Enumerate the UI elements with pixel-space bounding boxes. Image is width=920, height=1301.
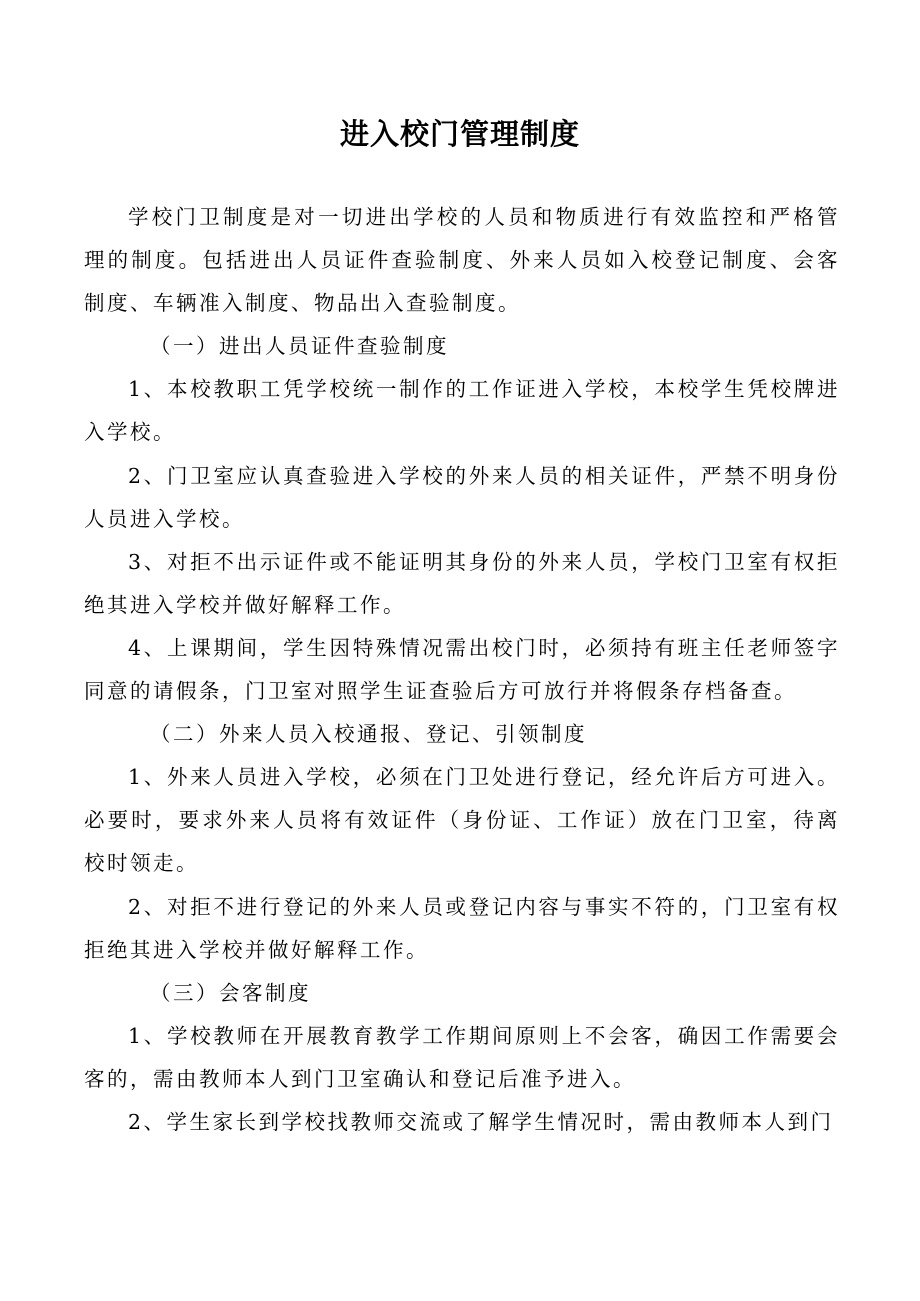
section-3-item-2: 2、学生家长到学校找教师交流或了解学生情况时，需由教师本人到门 [128,1109,834,1134]
section-3-item-1: 1、学校教师在开展教育教学工作期间原则上不会客，确因工作需要会客的，需由教师本人到门卫室确认和登记后准予进入。 [84,1023,840,1091]
section-1-item-1: 1、本校教职工凭学校统一制作的工作证进入学校，本校学生凭校牌进入学校。 [84,377,840,445]
section-heading-3: （三）会客制度 [150,980,311,1005]
section-2-item-1: 1、外来人员进入学校，必须在门卫处进行登记，经允许后方可进入。必要时，要求外来人员将有效证件（身份证、工作证）放在门卫室，待离校时领走。 [84,765,840,876]
section-heading-2: （二）外来人员入校通报、登记、引领制度 [150,722,587,747]
document-body [84,196,840,1144]
section-1-item-4: 4、上课期间，学生因特殊情况需出校门时，必须持有班主任老师签字同意的请假条，门卫室对照学生证查验后方可放行并将假条存档备查。 [84,635,840,704]
section-1-item-3: 3、对拒不出示证件或不能证明其身份的外来人员，学校门卫室有权拒绝其进入学校并做好解释工作。 [84,549,840,617]
document-title: 进入校门管理制度 [339,117,580,151]
intro-paragraph: 学校门卫制度是对一切进出学校的人员和物质进行有效监控和严格管理的制度。包括进出人员证件查验制度、外来人员如入校登记制度、会客制度、车辆准入制度、物品出入查验制度。 [84,205,840,316]
section-1-item-2: 2、门卫室应认真查验进入学校的外来人员的相关证件，严禁不明身份人员进入学校。 [84,463,840,531]
section-heading-1: （一）进出人员证件查验制度 [150,334,449,359]
section-2-item-2: 2、对拒不进行登记的外来人员或登记内容与事实不符的，门卫室有权拒绝其进入学校并做好解释工作。 [84,894,840,962]
